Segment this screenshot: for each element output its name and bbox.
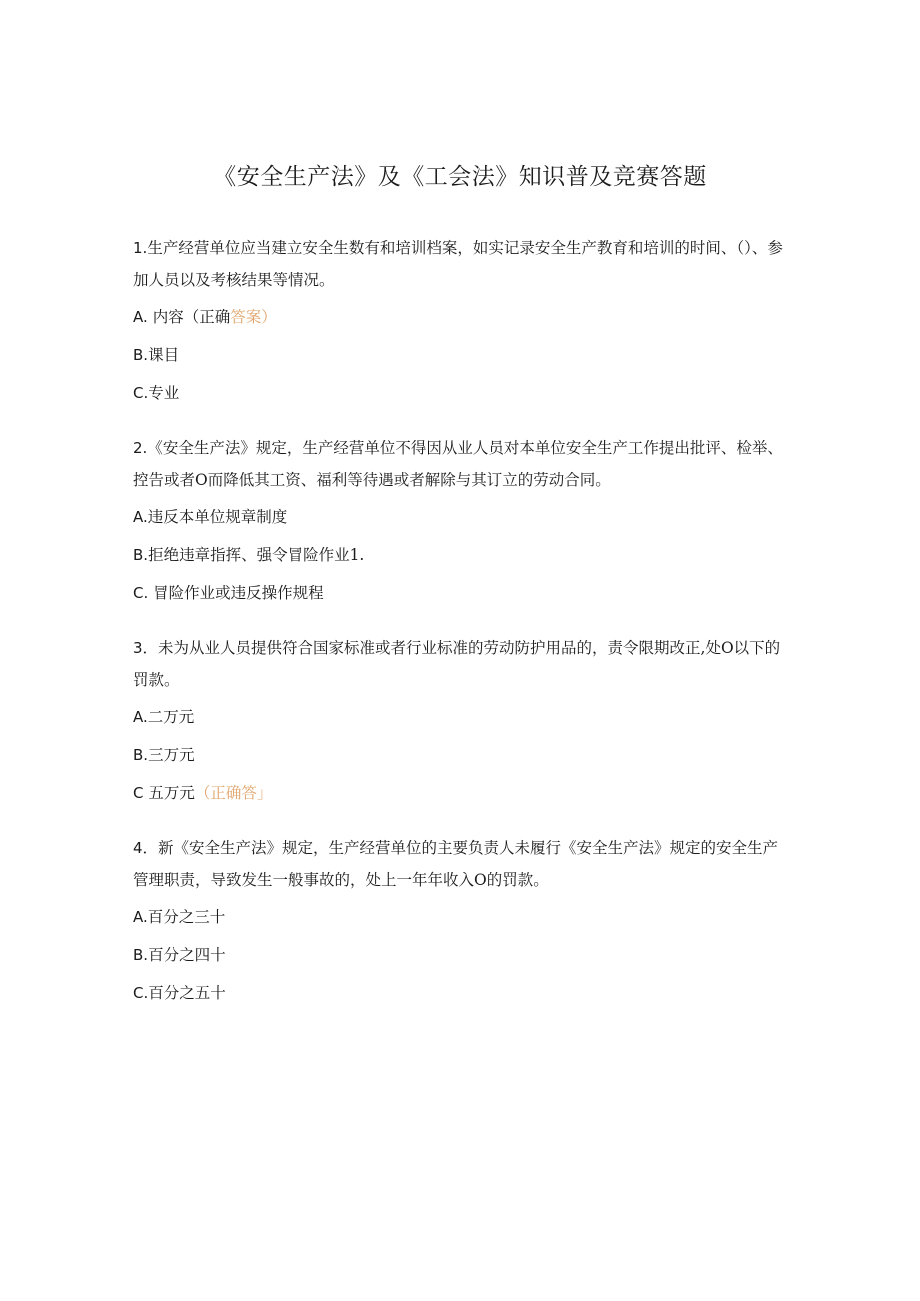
option-c: [133, 376, 783, 414]
option-letter: B.: [133, 546, 149, 564]
option-letter: A.: [133, 308, 148, 326]
option-text: 百分之三十: [147, 908, 226, 926]
question-4: [133, 832, 783, 1014]
option-b: [133, 538, 783, 576]
option-letter: B.: [133, 946, 149, 964]
option-letter: C.: [133, 984, 149, 1002]
option-text: 拒绝违章指挥、强令冒险作业1.: [148, 546, 365, 564]
question-text: 生产经营单位应当建立安全生数有和培训档案，如实记录安全生产教育和培训的时间、（）、参加人员以及考核结果等情况。: [133, 239, 783, 289]
option-letter: B.: [133, 346, 149, 364]
option-text: 内容（正确: [147, 308, 231, 326]
document-title: 《安全生产法》及《工会法》知识普及竞赛答题: [213, 164, 707, 190]
option-text: 二万元: [147, 708, 195, 726]
question-stem: [133, 832, 783, 896]
option-b: [133, 738, 783, 776]
question-stem: [133, 232, 783, 296]
option-c: [133, 776, 783, 814]
question-1: [133, 232, 783, 414]
option-letter: A.: [133, 708, 148, 726]
correct-answer-mark: （正确答」: [194, 784, 273, 802]
option-text: 三万元: [148, 746, 195, 764]
option-text: 冒险作业或违反操作规程: [148, 584, 324, 602]
option-a: [133, 900, 783, 938]
question-list: [133, 232, 783, 1032]
option-c: [133, 976, 783, 1014]
option-a: [133, 300, 783, 338]
question-number: 4: [133, 839, 143, 857]
option-text: 违反本单位规章制度: [147, 508, 288, 526]
question-text: ．新《安全生产法》规定，生产经营单位的主要负责人未履行《安全生产法》规定的安全生产管理职责，导致发生一般事故的，处上一年年收入O的罚款。: [133, 839, 779, 889]
question-number: 2.: [133, 439, 148, 457]
option-letter: A.: [133, 908, 148, 926]
option-letter: A.: [133, 508, 148, 526]
option-b: [133, 338, 783, 376]
option-letter: C.: [133, 384, 149, 402]
option-text: 百分之五十: [148, 984, 226, 1002]
option-letter: B.: [133, 746, 149, 764]
option-a: [133, 500, 783, 538]
option-b: [133, 938, 783, 976]
option-c: [133, 576, 783, 614]
option-a: [133, 700, 783, 738]
question-3: [133, 632, 783, 814]
question-text: ．未为从业人员提供符合国家标准或者行业标准的劳动防护用品的，责令限期改正,处O以下的罚款。: [133, 639, 781, 689]
option-letter: C: [133, 784, 144, 802]
option-text: 专业: [148, 384, 180, 402]
option-text: 五万元: [143, 784, 195, 802]
correct-answer-mark: 答案）: [230, 308, 277, 326]
question-stem: [133, 432, 783, 496]
option-text: 百分之四十: [148, 946, 226, 964]
question-2: [133, 432, 783, 614]
option-letter: C.: [133, 584, 149, 602]
question-text: 《安全生产法》规定，生产经营单位不得因从业人员对本单位安全生产工作提出批评、检举、控告或者O而降低其工资、福利等待遇或者解除与其订立的劳动合同。: [133, 439, 783, 489]
question-number: 1.: [133, 239, 148, 257]
option-text: 课目: [148, 346, 180, 364]
question-stem: [133, 632, 783, 696]
question-number: 3: [133, 639, 143, 657]
